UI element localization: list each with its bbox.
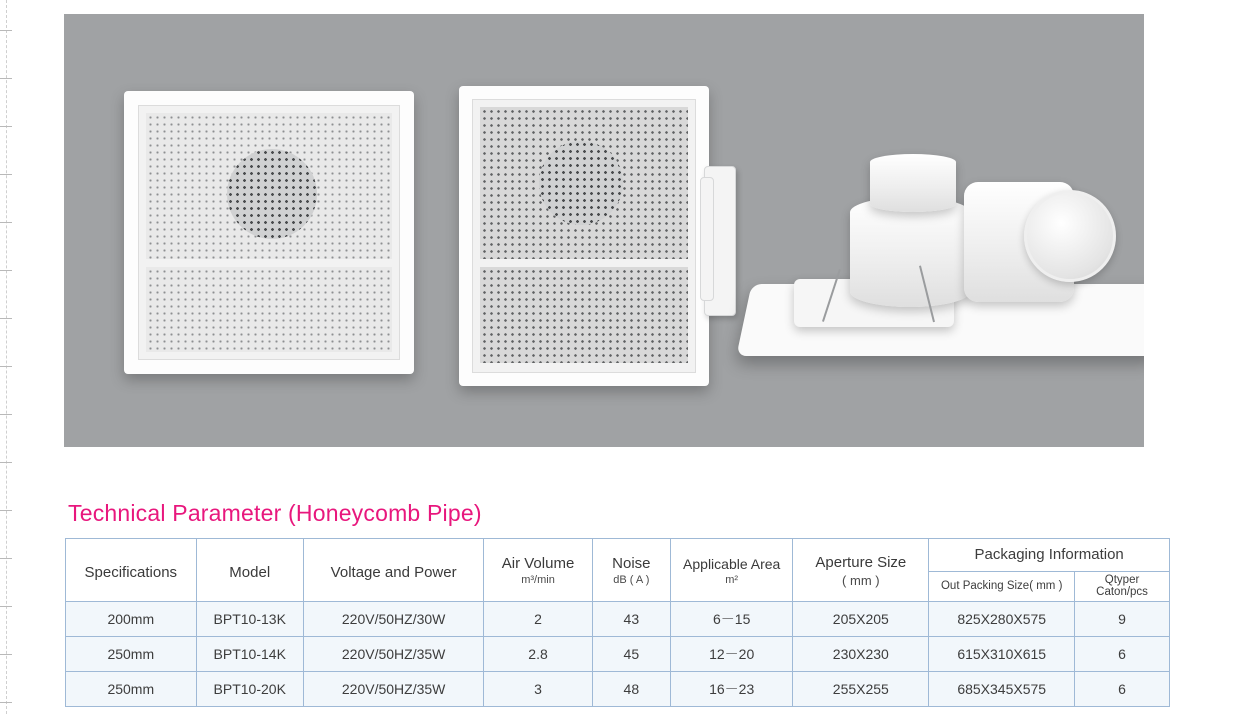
cell-voltage-power: 220V/50HZ/35W bbox=[303, 672, 484, 707]
header-noise bbox=[592, 539, 670, 602]
header-sublabel: m² bbox=[725, 573, 739, 586]
header-air-volume bbox=[484, 539, 592, 602]
cell-aperture-size: 205X205 bbox=[793, 602, 929, 637]
table-header-row bbox=[66, 539, 1170, 572]
cell-noise: 45 bbox=[592, 637, 670, 672]
cell-model: BPT10-14K bbox=[196, 637, 303, 672]
margin-tick bbox=[0, 318, 12, 319]
cell-qty-per-carton: 9 bbox=[1075, 602, 1170, 637]
margin-tick bbox=[0, 606, 12, 607]
cell-aperture-size: 230X230 bbox=[793, 637, 929, 672]
margin-tick bbox=[0, 414, 12, 415]
header-qty-per-carton: Qtyper Caton/pcs bbox=[1075, 571, 1170, 601]
duct-outlet-ring bbox=[1024, 190, 1116, 282]
margin-tick bbox=[0, 270, 12, 271]
table-row bbox=[66, 602, 1170, 637]
cell-applicable-area: 12－20 bbox=[671, 637, 793, 672]
margin-tick bbox=[0, 702, 12, 703]
margin-tick bbox=[0, 78, 12, 79]
header-aperture-size bbox=[793, 539, 929, 602]
fan-intake-circle bbox=[227, 149, 317, 239]
header-voltage-power bbox=[303, 539, 484, 602]
header-label: Noise bbox=[612, 555, 651, 572]
header-packaging-information: Packaging Information bbox=[929, 539, 1170, 572]
cell-specifications: 250mm bbox=[66, 637, 197, 672]
cell-specifications: 250mm bbox=[66, 672, 197, 707]
cell-model: BPT10-13K bbox=[196, 602, 303, 637]
cell-applicable-area: 16－23 bbox=[671, 672, 793, 707]
side-duct-flange bbox=[700, 177, 714, 301]
margin-tick bbox=[0, 654, 12, 655]
cell-noise: 48 bbox=[592, 672, 670, 707]
table-header bbox=[66, 539, 1170, 602]
margin-tick bbox=[0, 558, 12, 559]
cell-qty-per-carton: 6 bbox=[1075, 672, 1170, 707]
cell-voltage-power: 220V/50HZ/35W bbox=[303, 637, 484, 672]
fan-intake-circle bbox=[539, 141, 623, 225]
header-label: Applicable Area bbox=[683, 555, 781, 572]
cell-aperture-size: 255X255 bbox=[793, 672, 929, 707]
header-sublabel: m³/min bbox=[521, 574, 555, 586]
margin-tick bbox=[0, 510, 12, 511]
header-label: Model bbox=[229, 563, 271, 581]
cell-applicable-area: 6－15 bbox=[671, 602, 793, 637]
margin-tick bbox=[0, 462, 12, 463]
header-sublabel: ( mm ) bbox=[842, 572, 880, 588]
page-title: Technical Parameter (Honeycomb Pipe) bbox=[68, 500, 482, 526]
cell-out-packing-size: 825X280X575 bbox=[929, 602, 1075, 637]
header-out-packing-size: Out Packing Size( mm ) bbox=[929, 571, 1075, 601]
margin-tick bbox=[0, 222, 12, 223]
header-label: Air Volume bbox=[501, 555, 575, 572]
cell-air-volume: 3 bbox=[484, 672, 592, 707]
margin-tick bbox=[0, 30, 12, 31]
housing-cylinder-large bbox=[850, 197, 970, 307]
product-photo bbox=[64, 14, 1144, 447]
margin-tick bbox=[0, 174, 12, 175]
header-label: Aperture Size bbox=[815, 553, 907, 571]
cell-specifications: 200mm bbox=[66, 602, 197, 637]
grille-mesh-lower bbox=[480, 267, 688, 363]
cell-model: BPT10-20K bbox=[196, 672, 303, 707]
header-label: Voltage and Power bbox=[330, 563, 457, 581]
margin-tick bbox=[0, 366, 12, 367]
cell-out-packing-size: 685X345X575 bbox=[929, 672, 1075, 707]
cell-out-packing-size: 615X310X615 bbox=[929, 637, 1075, 672]
header-label: Specifications bbox=[84, 563, 178, 581]
table-body bbox=[66, 602, 1170, 707]
product-front-grille-panel bbox=[124, 91, 414, 374]
product-angled-grille-panel bbox=[459, 86, 709, 386]
header-sublabel: dB ( A ) bbox=[613, 574, 650, 586]
header-applicable-area bbox=[671, 539, 793, 602]
header-model bbox=[196, 539, 303, 602]
table-row bbox=[66, 637, 1170, 672]
grille-mesh-lower bbox=[146, 267, 392, 352]
cell-qty-per-carton: 6 bbox=[1075, 637, 1170, 672]
technical-parameter-table bbox=[65, 538, 1170, 707]
margin-tick bbox=[0, 126, 12, 127]
cell-noise: 43 bbox=[592, 602, 670, 637]
header-specifications bbox=[66, 539, 197, 602]
table-row bbox=[66, 672, 1170, 707]
cell-air-volume: 2.8 bbox=[484, 637, 592, 672]
cell-air-volume: 2 bbox=[484, 602, 592, 637]
housing-cylinder-small bbox=[870, 154, 956, 212]
cell-voltage-power: 220V/50HZ/30W bbox=[303, 602, 484, 637]
